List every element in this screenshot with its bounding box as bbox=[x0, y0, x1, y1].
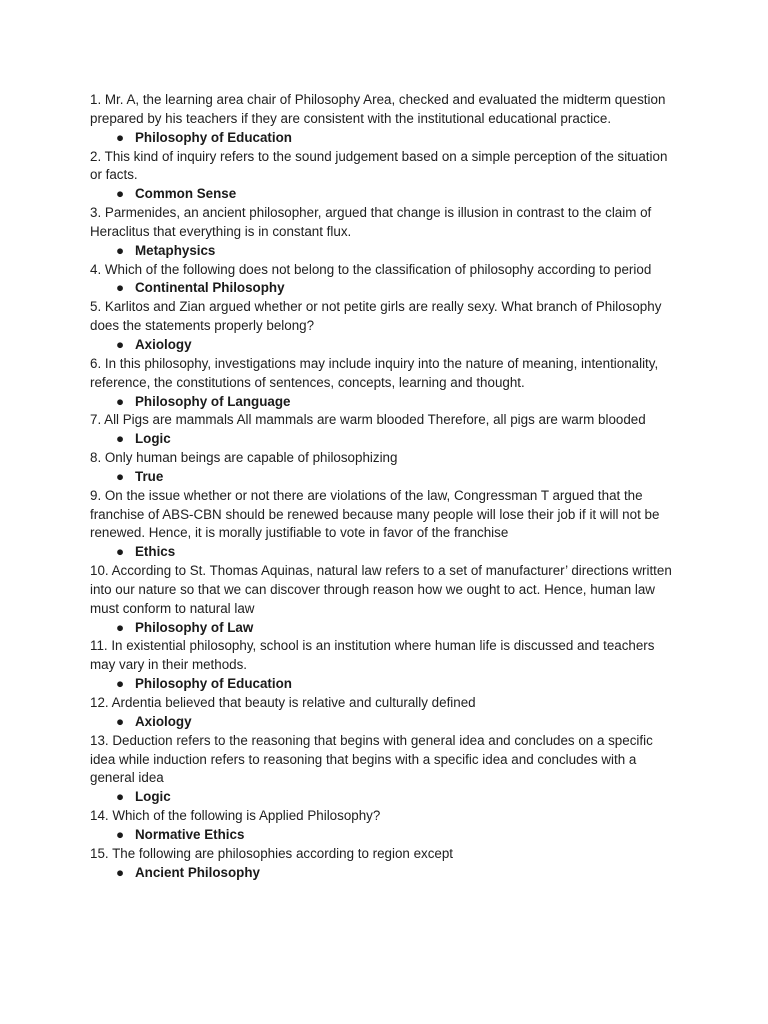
question-text: 11. In existential philosophy, school is an institution where human life is discussed and teachers may vary in their methods. bbox=[90, 638, 655, 673]
question-text: 12. Ardentia believed that beauty is relative and culturally defined bbox=[90, 695, 476, 710]
bullet-icon: ● bbox=[116, 242, 125, 258]
bullet-icon: ● bbox=[116, 186, 125, 202]
bullet-icon: ● bbox=[116, 676, 125, 692]
question-text: 14. Which of the following is Applied Philosophy? bbox=[90, 808, 381, 824]
answer-item bbox=[90, 675, 680, 694]
answer-text: Logic bbox=[135, 431, 171, 447]
answer-item bbox=[90, 788, 680, 807]
question-text: 10. According to St. Thomas Aquinas, natural law refers to a set of manufacturer’ directions written into our nature so that we can discover through reason how we ought to act. Hence, human law must conform to natural law bbox=[90, 563, 672, 616]
answer-text: Philosophy of Law bbox=[135, 619, 254, 635]
bullet-icon: ● bbox=[116, 431, 125, 447]
answer-text: Common Sense bbox=[135, 186, 237, 202]
answer-text: Axiology bbox=[135, 713, 192, 729]
question-text: 5. Karlitos and Zian argued whether or not petite girls are really sexy. What branch of Philosophy does the statements properly belong? bbox=[90, 299, 662, 334]
bullet-icon: ● bbox=[116, 826, 125, 842]
answer-item bbox=[90, 279, 680, 298]
answer-text: Philosophy of Education bbox=[135, 129, 292, 145]
bullet-icon: ● bbox=[116, 129, 125, 145]
answer-text: Metaphysics bbox=[135, 242, 216, 258]
answer-item bbox=[90, 129, 680, 148]
question-text: 2. This kind of inquiry refers to the sound judgement based on a simple perception of the situation or facts. bbox=[90, 148, 668, 183]
answer-item bbox=[90, 619, 680, 638]
question-text: 4. Which of the following does not belong to the classification of philosophy according to period bbox=[90, 261, 652, 277]
document-body bbox=[90, 91, 680, 882]
question-text: 15. The following are philosophies according to region except bbox=[90, 845, 454, 861]
question-text: 8. Only human beings are capable of philosophizing bbox=[90, 450, 398, 466]
bullet-icon: ● bbox=[116, 280, 125, 296]
question-text: 3. Parmenides, an ancient philosopher, argued that change is illusion in contrast to the claim of Heraclitus that everything is in constant flux. bbox=[90, 205, 652, 239]
answer-item bbox=[90, 543, 680, 562]
answer-text: Philosophy of Language bbox=[135, 393, 291, 409]
answer-item bbox=[90, 713, 680, 732]
answer-item bbox=[90, 826, 680, 845]
bullet-icon: ● bbox=[116, 619, 125, 635]
answer-item bbox=[90, 336, 680, 355]
answer-item bbox=[90, 242, 680, 261]
answer-text: Logic bbox=[135, 789, 171, 805]
answer-text: Philosophy of Education bbox=[135, 676, 292, 692]
answer-text: Normative Ethics bbox=[135, 826, 245, 842]
question-text: 7. All Pigs are mammals All mammals are warm blooded Therefore, all pigs are warm blooded bbox=[90, 412, 646, 428]
answer-text: Continental Philosophy bbox=[135, 280, 285, 296]
answer-item bbox=[90, 185, 680, 204]
answer-item bbox=[90, 393, 680, 412]
answer-text: Axiology bbox=[135, 336, 192, 352]
answer-text: Ancient Philosophy bbox=[135, 864, 260, 880]
bullet-icon: ● bbox=[116, 864, 125, 880]
bullet-icon: ● bbox=[116, 544, 125, 560]
answer-item bbox=[90, 864, 680, 883]
bullet-icon: ● bbox=[116, 713, 125, 729]
question-text: 1. Mr. A, the learning area chair of Philosophy Area, checked and evaluated the midterm question prepared by his teachers if they are consistent with the institutional educational practice. bbox=[90, 92, 666, 126]
answer-item bbox=[90, 430, 680, 449]
bullet-icon: ● bbox=[116, 468, 125, 484]
bullet-icon: ● bbox=[116, 789, 125, 805]
question-text: 6. In this philosophy, investigations may include inquiry into the nature of meaning, intentionality, reference, the constitutions of sentences, concepts, learning and thought. bbox=[90, 355, 659, 390]
answer-text: Ethics bbox=[135, 544, 176, 560]
bullet-icon: ● bbox=[116, 393, 125, 409]
question-text: 9. On the issue whether or not there are violations of the law, Congressman T argued that the franchise of ABS-CBN should be renewed because many people will lose their job if it will not be renewed. Hence, it is morally justifiable to vote in favor of the franchise bbox=[90, 487, 660, 541]
answer-item bbox=[90, 468, 680, 487]
question-text: 13. Deduction refers to the reasoning that begins with general idea and concludes on a specific idea while induction refers to reasoning that begins with a specific idea and concludes with a general idea bbox=[90, 732, 653, 786]
bullet-icon: ● bbox=[116, 336, 125, 352]
answer-text: True bbox=[135, 468, 164, 484]
